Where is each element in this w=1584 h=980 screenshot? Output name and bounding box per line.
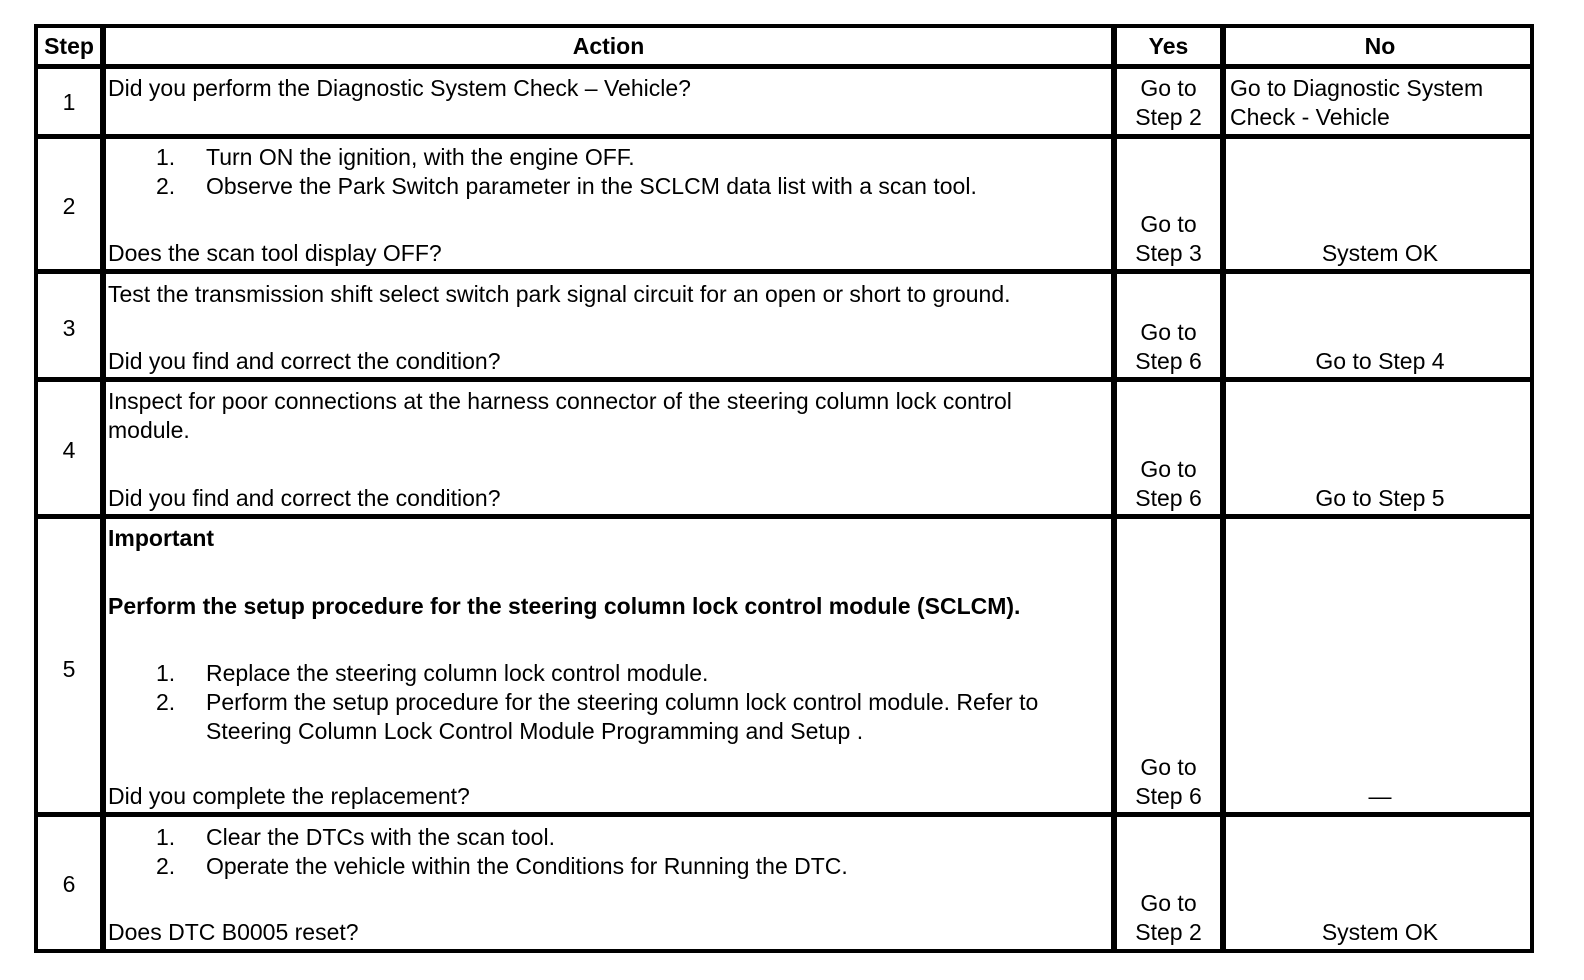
row-divider [38,514,1530,519]
action-list [108,823,848,881]
step-number: 3 [62,315,76,341]
no-cell: Go to Step 4 [1315,348,1445,374]
question-text: Does DTC B0005 reset? [108,919,359,945]
important-label: Important [108,525,215,551]
action-list [108,659,1038,746]
yes-line: Step 6 [1135,485,1202,511]
step-number: 6 [62,871,76,897]
important-text: Perform the setup procedure for the steering column lock control module (SCLCM). [108,593,1021,619]
yes-cell [1117,889,1220,947]
list-text-line: Perform the setup procedure for the steering column lock control module. Refer to [206,689,1039,715]
yes-line: Step 2 [1135,919,1202,945]
step-number: 2 [62,193,76,219]
list-number: 2. [156,853,176,879]
list-item [108,823,848,852]
list-number: 1. [156,144,176,170]
yes-line: Go to [1140,319,1197,345]
list-text: Replace the steering column lock control module. [206,660,709,686]
action-text: Test the transmission shift select switch park signal circuit for an open or short to ground. [108,281,1011,307]
row-divider [38,134,1530,139]
yes-line: Go to [1140,211,1197,237]
list-text-line: Steering Column Lock Control Module Programming and Setup . [206,718,864,744]
header-yes: Yes [1148,33,1189,59]
list-text: Operate the vehicle within the Conditions for Running the DTC. [206,853,848,879]
list-text: Turn ON the ignition, with the engine OFF. [206,144,635,170]
list-number: 1. [156,824,176,850]
action-text [108,387,1012,445]
no-line: Check - Vehicle [1230,104,1390,130]
list-text: Observe the Park Switch parameter in the SCLCM data list with a scan tool. [206,173,977,199]
yes-cell [1117,318,1220,376]
action-list [108,143,977,201]
yes-cell [1117,210,1220,268]
header-no: No [1364,33,1396,59]
yes-cell [1117,455,1220,513]
list-item [108,659,1038,688]
action-line: Inspect for poor connections at the harness connector of the steering column lock control [108,388,1012,414]
list-number: 1. [156,660,176,686]
question-text: Did you find and correct the condition? [108,485,501,511]
yes-line: Go to [1140,890,1197,916]
list-number: 2. [156,689,176,715]
list-item [108,172,977,201]
no-cell [1230,74,1483,132]
yes-line: Go to [1140,754,1197,780]
list-item [108,688,1038,746]
yes-line: Step 6 [1135,348,1202,374]
row-divider [38,64,1530,69]
list-number: 2. [156,173,176,199]
yes-line: Go to [1140,75,1197,101]
list-item [108,143,977,172]
yes-line: Step 6 [1135,783,1202,809]
diagnostic-table [34,24,1534,953]
action-text: Did you perform the Diagnostic System Check – Vehicle? [108,75,691,101]
yes-line: Step 3 [1135,240,1202,266]
row-divider [38,812,1530,817]
list-item [108,852,848,881]
no-cell: System OK [1321,919,1439,945]
row-divider [38,269,1530,274]
yes-cell [1117,753,1220,811]
header-action: Action [572,33,645,59]
yes-line: Go to [1140,456,1197,482]
action-line: module. [108,417,190,443]
list-text: Clear the DTCs with the scan tool. [206,824,555,850]
yes-cell [1117,74,1220,132]
step-number: 4 [62,437,76,463]
yes-line: Step 2 [1135,104,1202,130]
column-divider [100,28,106,949]
no-cell: Go to Step 5 [1315,485,1445,511]
no-line: Go to Diagnostic System [1230,75,1484,101]
row-divider [38,377,1530,382]
header-step: Step [44,33,94,59]
no-cell: System OK [1321,240,1439,266]
question-text: Did you complete the replacement? [108,783,470,809]
question-text: Did you find and correct the condition? [108,348,501,374]
question-text: Does the scan tool display OFF? [108,240,442,266]
step-number: 5 [62,656,76,682]
no-cell: — [1368,783,1392,809]
step-number: 1 [62,89,76,115]
